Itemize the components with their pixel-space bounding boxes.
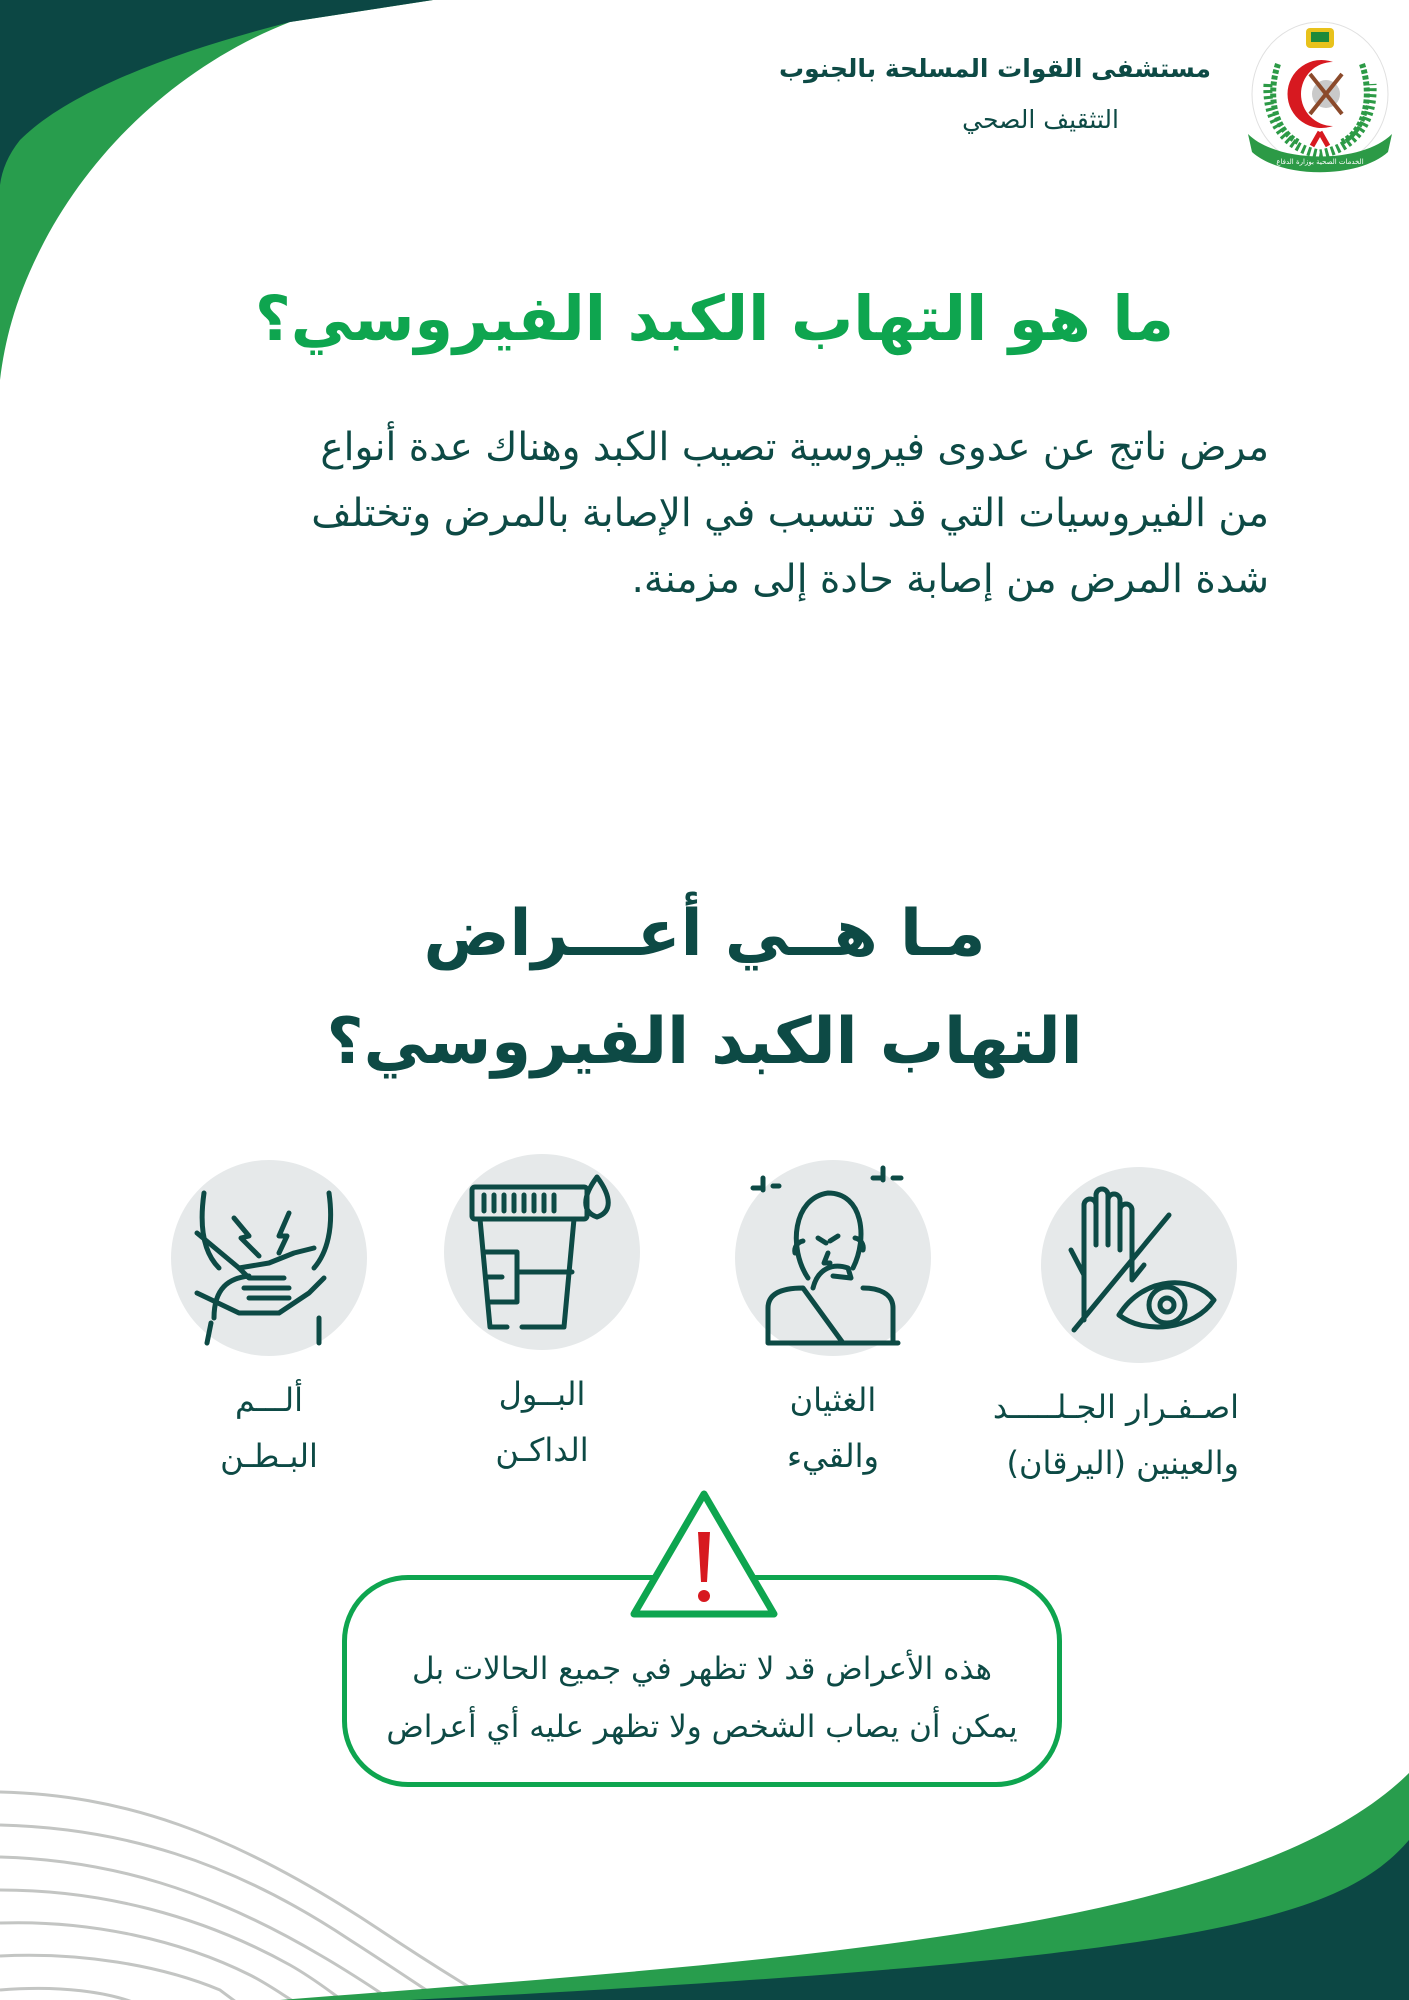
symptom-label [992, 1379, 1239, 1491]
symptom-label-line: البـطـن [220, 1437, 318, 1475]
organization-name: مستشفى القوات المسلحة بالجنوب [779, 54, 1211, 83]
symptom-label-line: ألـــم [234, 1381, 304, 1419]
symptom-jaundice [992, 1165, 1239, 1491]
intro-line: مرض ناتج عن عدوى فيروسية تصيب الكبد وهناك عدة أنواع [320, 425, 1269, 470]
svg-text:الخدمات الصحية بوزارة الدفاع: الخدمات الصحية بوزارة الدفاع [1276, 158, 1364, 166]
symptom-label-line: الداكـن [495, 1431, 589, 1469]
symptoms-title [0, 880, 1409, 1096]
symptom-label-line: البــول [498, 1375, 586, 1413]
department-name: التثقيف الصحي [962, 105, 1119, 134]
warning-triangle-icon [628, 1488, 780, 1622]
main-title: ما هو التهاب الكبد الفيروسي؟ [254, 282, 1174, 355]
intro-line: شدة المرض من إصابة حادة إلى مزمنة. [631, 557, 1269, 602]
jaundice-hand-eye-icon [1039, 1165, 1239, 1365]
intro-line: من الفيروسيات التي قد تتسبب في الإصابة بالمرض وتختلف [311, 491, 1269, 536]
symptom-label-line: والقيء [787, 1437, 879, 1475]
bottom-left-wave-lines [0, 1792, 500, 2000]
abdominal-pain-icon [169, 1158, 369, 1358]
symptom-label [169, 1372, 369, 1484]
warning-line: هذه الأعراض قد لا تظهر في جميع الحالات بل [412, 1651, 992, 1687]
intro-paragraph [179, 415, 1269, 613]
symptom-label [733, 1372, 933, 1484]
symptom-label [442, 1366, 642, 1478]
symptom-label-line: اصـفـرار الجـلـــــد [992, 1388, 1239, 1426]
symptom-abdominal-pain [169, 1158, 369, 1484]
warning-line: يمكن أن يصاب الشخص ولا تظهر عليه أي أعراض [386, 1709, 1018, 1745]
symptom-dark-urine [442, 1152, 642, 1478]
nausea-person-icon [733, 1158, 933, 1358]
symptom-label-line: والعينين (اليرقان) [1006, 1444, 1239, 1482]
symptom-label-line: الغثيان [789, 1381, 877, 1419]
symptoms-title-line: مـا هــي أعـــراض [423, 897, 986, 971]
warning-text [342, 1640, 1062, 1756]
symptom-nausea [733, 1158, 933, 1484]
symptoms-title-line: التهاب الكبد الفيروسي؟ [326, 1005, 1083, 1079]
hospital-logo [1238, 14, 1403, 179]
urine-sample-cup-icon [442, 1152, 642, 1352]
